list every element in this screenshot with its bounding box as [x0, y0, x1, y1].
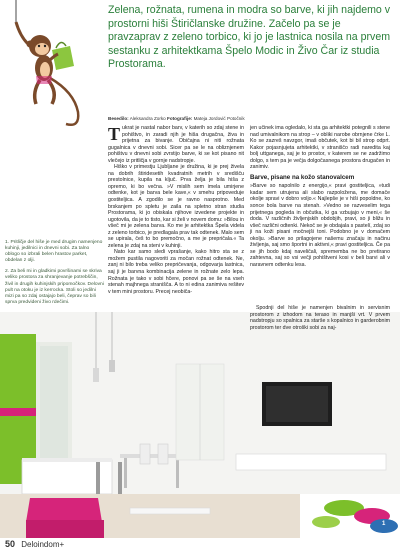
article-column-3 — [250, 305, 390, 331]
credits-photo-label: Fotografije: — [167, 116, 193, 121]
column-1-paragraph-3: Nato kar samo sledi vprašanje, kako hitro sta se z možem pustila nagovoriti za močan rožnat odtenek. Ne, zanj ni bilo treba veliko prepričevanja, odgovarja lastnica, saj ji je barvna kombinacija zelene in rožnate zelo lepa. Rožnata je tako v sobi hčere, ponovi pa se še na vseh stenah majhnega stranišča. A to ni edina zanimiva rešitev v tem mini prostoru. Precej neobiča- — [108, 249, 244, 295]
column-3-paragraph-1: Spodnji del hiše je namenjen bivalnim in servisnim prostorom z izhodom na teraso in manjši vrt. V prvem nadstropju so spalnica za starše s kopalnico in garderobnim prostorom ter dve otroški sobi za naj- — [250, 305, 390, 331]
article-column-2 — [250, 125, 390, 268]
credits-text-author: Aleksandra Zorko — [129, 116, 166, 121]
article-credits — [108, 116, 392, 121]
page-footer — [5, 539, 64, 549]
article-column-1 — [108, 125, 244, 295]
caption-1: 1. Pritličje del hiše je med drugim namenjeno kuhinji, jedilnici in dnevni sobi. Za talno oblogo so izbrali belen hrastov parket, obdelan z olji. — [5, 240, 103, 264]
column-1-paragraph-2: Hiško v primestju Ljubljane je družina, ki je prej živela na dobrih štiridesetih kvadratnih metrih v središču prestolnice, kupila na ključ. Prva želja je bila hiša z opremo, ki bo večna. »V mislih sem imela umirjene odtenke, kot je barva bele kave,« v smehu pripoveduje gostiteljica. A zgodilo se je ravno nasprotno. Med brskanjem po spletu je zaila na spletno stran studia Prostorama, ki jo obiskala njihove izvedene projekte in ugotovila, da je to tisto, kar si želi v novem domu: »Bilou in všeč mi je zelena barva. Ko me je arhitektka Špela videla z zeleno torbico, je predlagala prav tak odtenek. Malo sem se upirala, češ to bo premočno, a me je prepričala.« Ta zelena je zdaj na steni v kuhinji. — [108, 164, 244, 249]
article-intro: Zelena, rožnata, rumena in modra so barve, ki jih najdemo v prostorni hiši Štiričlanske družine. Začelo pa se je pravzaprav z zeleno torbico, ki jo je lastnica nosila na prvem sestanku z arhitektkama Špelo Modic in Živo Čar iz studia Prostorama. — [108, 4, 391, 71]
article-subheading: Barve, pisane na kožo stanovalcem — [250, 173, 355, 181]
interior-photo — [0, 312, 400, 538]
magazine-name: Deloindom+ — [21, 540, 65, 549]
credits-photo-author: Mateja Jordović Potočnik — [193, 116, 245, 121]
caption-2: 2. Za beli mi in gladkimi površinami se skriva veliko prostora za shranjevanje potrebščin, živil in drugih kuhinjskih pripomočkov. Delovni pult na otoku je iz kerrocka. Stoli so jedilni mizi pa so zdaj ostajajo beli, čeprav so bili sprva predvideni živo rdečimi. — [5, 269, 104, 305]
page-number: 50 — [5, 539, 16, 549]
column-1-paragraph-1-text: ukrat je nastal nabor barv, v katerih so zdaj stene in pohištvo, in zaradi njih je hiša drugačna, živa in prijetna za bivanje. Običajna ni niti rožnata gugalnica v dnevni sobi. Sicer pa se le na obliznjenem pohištvu v dnevni sobi zvrstijo barve, ki se kot pisano nit vlečejo iz pritličja v gornje nadstropje. — [108, 125, 244, 164]
credits-text-label: Besedilo: — [108, 116, 129, 121]
photo-captions — [5, 240, 105, 311]
photo-number: 1 — [382, 521, 386, 527]
drop-cap: T — [108, 124, 121, 144]
column-2-paragraph-1: jen učinek ima ogledalo, ki sta ga arhitektki potegnili s stene nad umivalnikom na strop – v obliki narobe obrnjene črke L. Ko se zazreš navzgor, imaš občutek, kot bi bil strop odprt. Kakor pojasnjujeta arhitektki, v straniščo radi naredita kaj bolj uttganega, saj je to prostor, v katerem se ne zadržimo dolgo, s tem pa je večja dolgočasnega prostora drugačen in zanimiv. — [250, 125, 390, 171]
monkey-illustration — [4, 0, 102, 140]
column-2-paragraph-2: »Barve so napolnilo z energijo,« pravi gostiteljica, »tudi kadar sem utrujena ali slabo razpoložena, me domače okolje spravi v dobro voljo.« Najlepše je v hiši popoldne, ko sonce bola barve na stenah. »Vedno se razveselim tega prijetnega pogleda in občutka, ki ga vzbujajo v meni,« še doda. V različnih življenjskih obdobjih, pravi, so ji bližu in všeč različni odtenki. Nekoč se je obdajala s pastelí, zdaj so ji na koži pisani močnejši toni. Podobno je v domačem okolju. »Barve so prilagojene našemu značaju in načinu življenja, saj smo športni in aktivni,« pravi gostiteljica. Če pa se jih bodo kdaj naveličali, sprememba ne bo pretirano zahtevna, saj so vsi večji pohištveni kosi v beli barvi ali v naravnem odtenku lesa. — [250, 183, 390, 268]
column-1-paragraph-1 — [108, 125, 244, 164]
